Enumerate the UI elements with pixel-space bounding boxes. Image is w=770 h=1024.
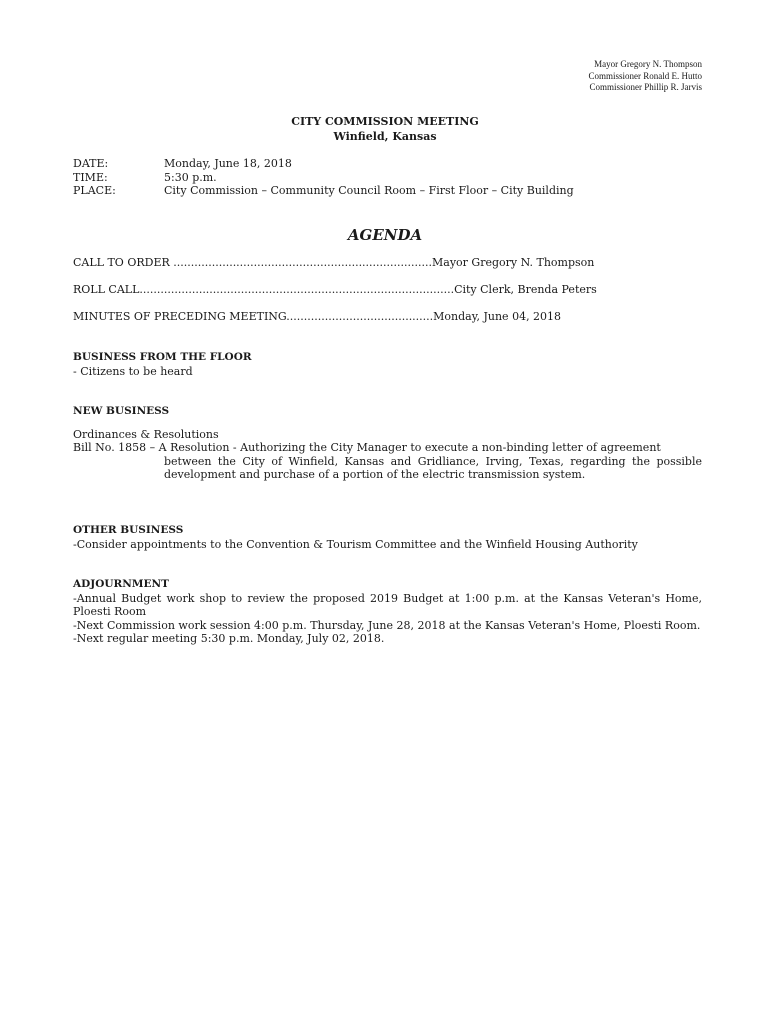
adjournment-line-3: -Next regular meeting 5:30 p.m. Monday, July 02, 2018. — [73, 632, 385, 645]
business-from-floor-heading: BUSINESS FROM THE FLOOR — [73, 351, 252, 363]
place-value: City Commission – Community Council Room – First Floor – City Building — [164, 184, 574, 197]
call-to-order-item: CALL TO ORDER ..........................................................................Mayor Gregory N. Thompson — [73, 256, 595, 269]
minutes-item: MINUTES OF PRECEDING MEETING..........................................Monday, June 04, 2018 — [73, 310, 562, 323]
meeting-title: CITY COMMISSION MEETING — [291, 115, 479, 128]
other-business-text: -Consider appointments to the Convention & Tourism Committee and the Winfield Housing Authority — [73, 537, 638, 551]
date-value: Monday, June 18, 2018 — [164, 157, 292, 170]
place-row — [73, 184, 574, 198]
other-business-section — [73, 524, 702, 551]
bill-first-line: - Authorizing the City Manager to execute a non-binding letter of agreement — [229, 441, 661, 454]
title-block — [0, 114, 770, 144]
new-business-section — [73, 405, 702, 482]
new-business-heading: NEW BUSINESS — [73, 405, 170, 417]
official-commissioner-2: Commissioner Phillip R. Jarvis — [589, 82, 702, 92]
ordinances-subheading: Ordinances & Resolutions — [73, 427, 219, 441]
business-from-floor-section — [73, 351, 702, 378]
date-label: DATE: — [73, 157, 109, 170]
agenda-heading: AGENDA — [347, 226, 423, 244]
officials-list — [589, 59, 703, 94]
meeting-meta — [73, 157, 574, 198]
adjournment-line-2: -Next Commission work session 4:00 p.m. Thursday, June 28, 2018 at the Kansas Veteran's Home, Ploesti Room. — [73, 618, 701, 632]
adjournment-heading: ADJOURNMENT — [73, 578, 169, 590]
meeting-location: Winfield, Kansas — [333, 130, 437, 143]
roll-call-item: ROLL CALL..........................................................................................City Clerk, Brenda Peters — [73, 283, 597, 296]
business-from-floor-text: - Citizens to be heard — [73, 364, 193, 378]
time-value: 5:30 p.m. — [164, 170, 217, 184]
bill-number: Bill No. 1858 – A Resolution — [73, 441, 230, 454]
official-commissioner-1: Commissioner Ronald E. Hutto — [588, 70, 702, 81]
time-label: TIME: — [73, 170, 108, 184]
date-row — [73, 157, 574, 171]
bill-description: between the City of Winfield, Kansas and Gridliance, Irving, Texas, regarding the possible development and purchase of a portion of the electric transmission system. — [164, 454, 702, 481]
time-row — [73, 171, 574, 185]
place-label: PLACE: — [73, 184, 116, 197]
adjournment-line-1: -Annual Budget work shop to review the proposed 2019 Budget at 1:00 p.m. at the Kansas Veteran's Home, Ploesti Room — [73, 591, 702, 618]
other-business-heading: OTHER BUSINESS — [73, 524, 184, 536]
official-mayor: Mayor Gregory N. Thompson — [594, 59, 702, 69]
bill-line — [73, 441, 702, 455]
adjournment-section — [73, 578, 702, 646]
